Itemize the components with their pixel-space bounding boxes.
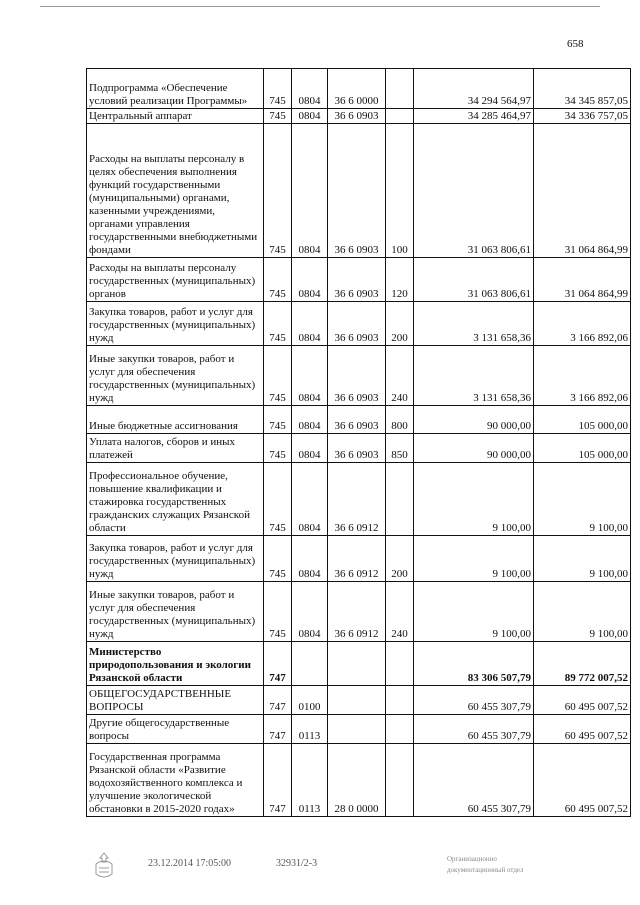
row-name: Закупка товаров, работ и услуг для государственных (муниципальных) нужд (87, 536, 264, 582)
row-ved-code: 745 (264, 536, 292, 582)
row-name: Расходы на выплаты персоналу государственных (муниципальных) органов (87, 258, 264, 302)
row-expense-type: 120 (386, 258, 414, 302)
row-section-code: 0804 (292, 109, 328, 124)
row-target-article: 36 6 0903 (328, 434, 386, 463)
row-sum-2015: 3 131 658,36 (414, 302, 534, 346)
table-row (87, 302, 631, 346)
table-row (87, 463, 631, 536)
row-expense-type: 240 (386, 582, 414, 642)
row-expense-type (386, 109, 414, 124)
row-sum-2015: 90 000,00 (414, 406, 534, 434)
row-target-article (328, 715, 386, 744)
row-section-code: 0804 (292, 406, 328, 434)
row-expense-type: 850 (386, 434, 414, 463)
row-sum-2015: 60 455 307,79 (414, 744, 534, 817)
row-section-code: 0804 (292, 463, 328, 536)
row-target-article: 36 6 0912 (328, 536, 386, 582)
row-sum-2016: 3 166 892,06 (534, 302, 631, 346)
row-target-article (328, 686, 386, 715)
emblem-stamp-icon (88, 850, 120, 882)
row-ved-code: 745 (264, 406, 292, 434)
row-section-code: 0804 (292, 124, 328, 258)
footer-datetime: 23.12.2014 17:05:00 (148, 858, 232, 869)
row-sum-2016: 60 495 007,52 (534, 715, 631, 744)
table-row (87, 434, 631, 463)
row-ved-code: 745 (264, 346, 292, 406)
table-row (87, 582, 631, 642)
table-row (87, 346, 631, 406)
row-sum-2015: 60 455 307,79 (414, 715, 534, 744)
row-section-code: 0804 (292, 302, 328, 346)
row-sum-2015: 3 131 658,36 (414, 346, 534, 406)
top-border-line (40, 6, 600, 7)
row-section-code: 0804 (292, 434, 328, 463)
row-ved-code: 747 (264, 686, 292, 715)
table-row (87, 715, 631, 744)
row-section-code (292, 642, 328, 686)
row-target-article: 36 6 0903 (328, 346, 386, 406)
row-target-article: 36 6 0903 (328, 124, 386, 258)
row-name: Закупка товаров, работ и услуг для государственных (муниципальных) нужд (87, 302, 264, 346)
footer-department-line2: документационный отдел (447, 866, 524, 874)
row-section-code: 0804 (292, 536, 328, 582)
row-sum-2016: 34 345 857,05 (534, 69, 631, 109)
table-row (87, 406, 631, 434)
row-sum-2016: 31 064 864,99 (534, 124, 631, 258)
row-name: Расходы на выплаты персоналу в целях обеспечения выполнения функций государственными (муниципальными) органами, казенными учреждениями, органами управления государственными внебюджетными фондами (87, 124, 264, 258)
row-sum-2016: 9 100,00 (534, 463, 631, 536)
row-expense-type (386, 744, 414, 817)
row-expense-type (386, 642, 414, 686)
table-row (87, 686, 631, 715)
row-target-article: 36 6 0903 (328, 406, 386, 434)
page-number: 658 (567, 38, 584, 50)
row-section-code: 0113 (292, 715, 328, 744)
row-ved-code: 747 (264, 715, 292, 744)
row-expense-type: 200 (386, 302, 414, 346)
table-row (87, 536, 631, 582)
row-ved-code: 747 (264, 744, 292, 817)
row-sum-2015: 31 063 806,61 (414, 124, 534, 258)
row-ved-code: 745 (264, 258, 292, 302)
row-sum-2015: 83 306 507,79 (414, 642, 534, 686)
row-sum-2016: 89 772 007,52 (534, 642, 631, 686)
row-expense-type (386, 686, 414, 715)
footer-department-line1: Организационно (447, 855, 497, 863)
row-ved-code: 745 (264, 463, 292, 536)
row-section-code: 0113 (292, 744, 328, 817)
row-target-article: 36 6 0903 (328, 109, 386, 124)
row-name: Иные бюджетные ассигнования (87, 406, 264, 434)
row-target-article: 36 6 0912 (328, 463, 386, 536)
row-section-code: 0804 (292, 69, 328, 109)
table-row (87, 69, 631, 109)
row-sum-2016: 31 064 864,99 (534, 258, 631, 302)
row-sum-2016: 60 495 007,52 (534, 686, 631, 715)
row-expense-type (386, 69, 414, 109)
row-section-code: 0804 (292, 346, 328, 406)
row-target-article: 36 6 0912 (328, 582, 386, 642)
row-name: Государственная программа Рязанской области «Развитие водохозяйственного комплекса и улучшение экологической обстановки в 2015-2020 годах» (87, 744, 264, 817)
row-sum-2016: 34 336 757,05 (534, 109, 631, 124)
row-target-article: 36 6 0903 (328, 258, 386, 302)
row-name: Министерство природопользования и экологии Рязанской области (87, 642, 264, 686)
row-ved-code: 747 (264, 642, 292, 686)
row-target-article: 28 0 0000 (328, 744, 386, 817)
row-sum-2015: 90 000,00 (414, 434, 534, 463)
row-sum-2016: 105 000,00 (534, 434, 631, 463)
row-name: ОБЩЕГОСУДАРСТВЕННЫЕ ВОПРОСЫ (87, 686, 264, 715)
row-sum-2015: 9 100,00 (414, 536, 534, 582)
row-expense-type: 240 (386, 346, 414, 406)
row-expense-type: 100 (386, 124, 414, 258)
table-row (87, 109, 631, 124)
row-section-code: 0804 (292, 582, 328, 642)
row-target-article: 36 6 0903 (328, 302, 386, 346)
row-name: Подпрограмма «Обеспечение условий реализации Программы» (87, 69, 264, 109)
row-sum-2016: 105 000,00 (534, 406, 631, 434)
row-name: Другие общегосударственные вопросы (87, 715, 264, 744)
row-sum-2015: 60 455 307,79 (414, 686, 534, 715)
row-sum-2015: 9 100,00 (414, 582, 534, 642)
row-expense-type (386, 463, 414, 536)
row-expense-type: 200 (386, 536, 414, 582)
row-sum-2015: 34 294 564,97 (414, 69, 534, 109)
row-sum-2015: 9 100,00 (414, 463, 534, 536)
row-ved-code: 745 (264, 434, 292, 463)
row-expense-type: 800 (386, 406, 414, 434)
footer-doc-number: 32931/2-3 (276, 858, 318, 869)
row-name: Центральный аппарат (87, 109, 264, 124)
row-target-article: 36 6 0000 (328, 69, 386, 109)
row-ved-code: 745 (264, 124, 292, 258)
row-ved-code: 745 (264, 582, 292, 642)
row-sum-2015: 34 285 464,97 (414, 109, 534, 124)
table-row (87, 124, 631, 258)
row-ved-code: 745 (264, 69, 292, 109)
table-row (87, 642, 631, 686)
row-name: Иные закупки товаров, работ и услуг для обеспечения государственных (муниципальных) нужд (87, 346, 264, 406)
row-sum-2016: 3 166 892,06 (534, 346, 631, 406)
row-name: Уплата налогов, сборов и иных платежей (87, 434, 264, 463)
row-sum-2016: 9 100,00 (534, 536, 631, 582)
row-target-article (328, 642, 386, 686)
table-row (87, 258, 631, 302)
budget-table (86, 68, 631, 817)
row-sum-2016: 60 495 007,52 (534, 744, 631, 817)
row-sum-2015: 31 063 806,61 (414, 258, 534, 302)
row-name: Профессиональное обучение, повышение квалификации и стажировка государственных гражданских служащих Рязанской области (87, 463, 264, 536)
row-name: Иные закупки товаров, работ и услуг для обеспечения государственных (муниципальных) нужд (87, 582, 264, 642)
row-section-code: 0100 (292, 686, 328, 715)
row-section-code: 0804 (292, 258, 328, 302)
row-expense-type (386, 715, 414, 744)
row-sum-2016: 9 100,00 (534, 582, 631, 642)
row-ved-code: 745 (264, 109, 292, 124)
table-row (87, 744, 631, 817)
row-ved-code: 745 (264, 302, 292, 346)
